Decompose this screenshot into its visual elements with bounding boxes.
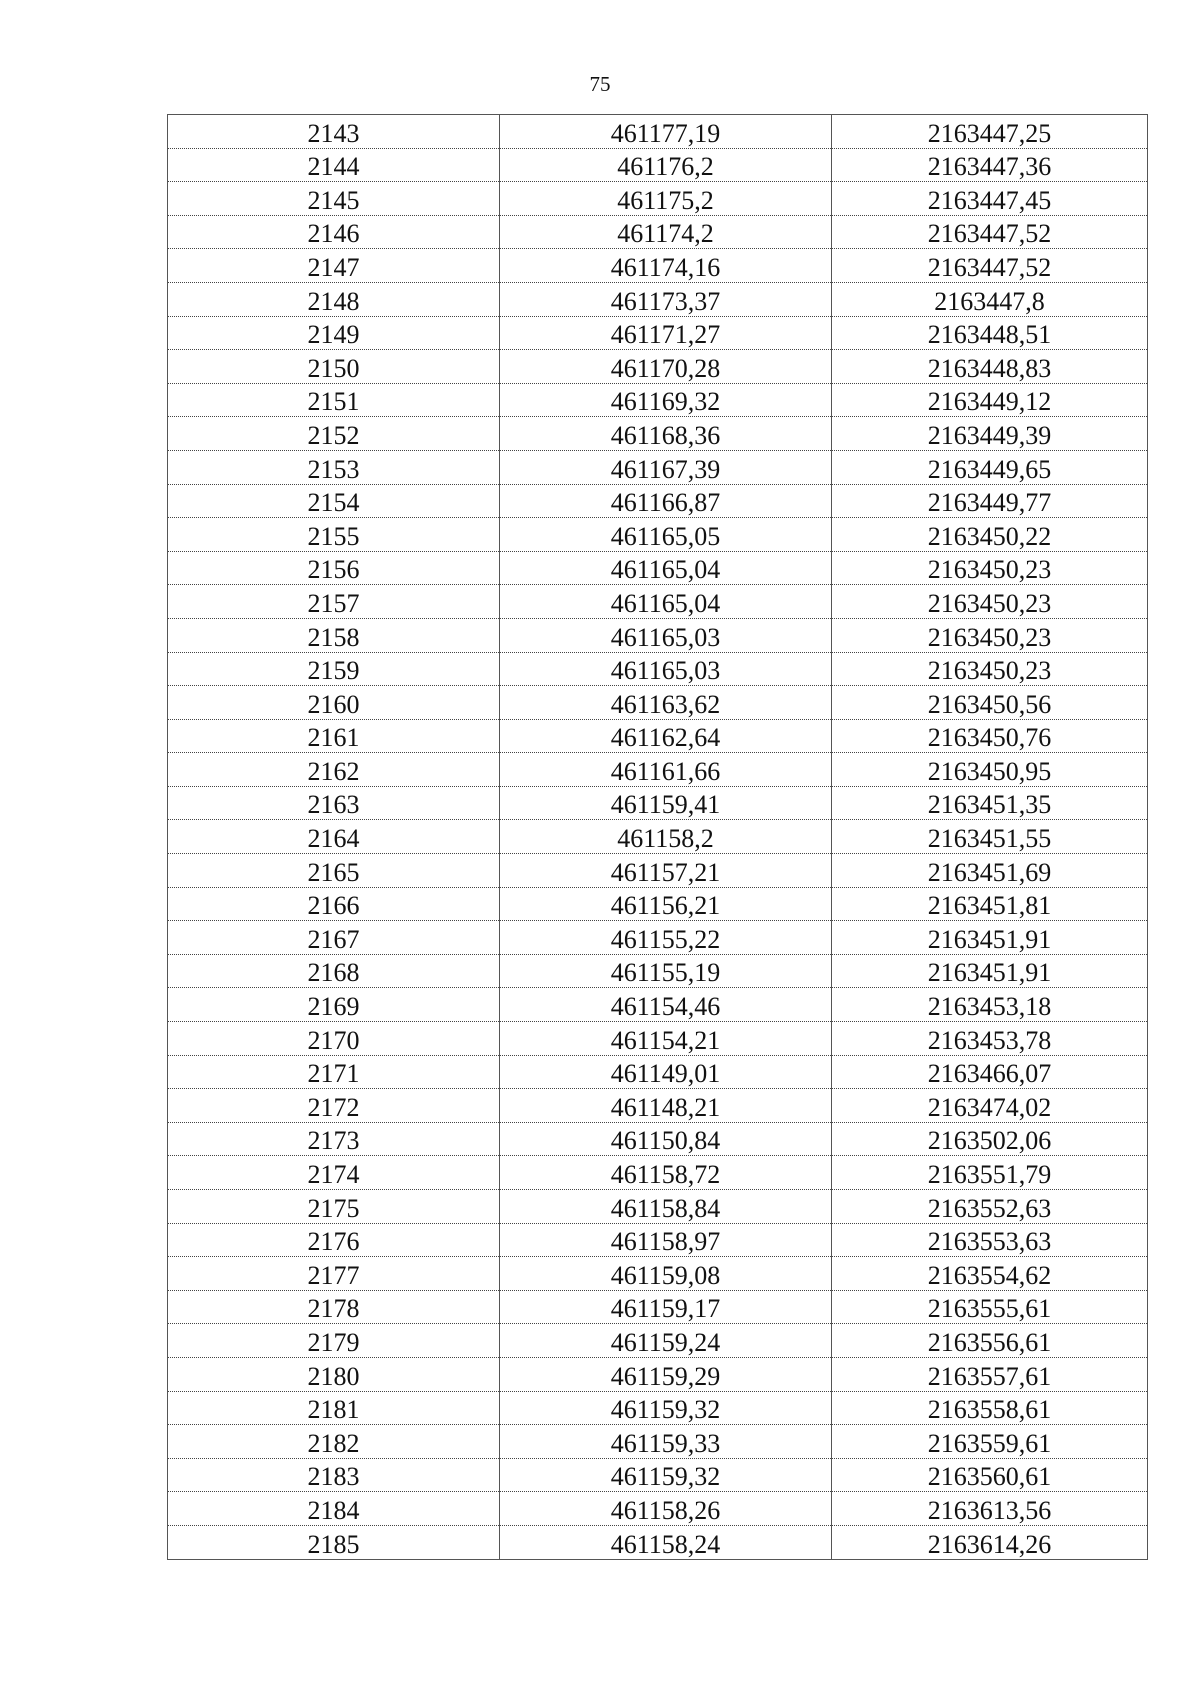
table-row [168, 1458, 1148, 1492]
point-number-cell: 2156 [168, 551, 500, 585]
table-row [168, 820, 1148, 854]
table-row [168, 484, 1148, 518]
table-row [168, 618, 1148, 652]
point-number-cell: 2161 [168, 719, 500, 753]
x-coordinate-cell: 461171,27 [500, 316, 832, 350]
table-row [168, 1156, 1148, 1190]
y-coordinate-cell: 2163449,39 [832, 417, 1148, 451]
y-coordinate-cell: 2163447,52 [832, 215, 1148, 249]
y-coordinate-cell: 2163450,76 [832, 719, 1148, 753]
x-coordinate-cell: 461159,32 [500, 1391, 832, 1425]
x-coordinate-cell: 461173,37 [500, 282, 832, 316]
coordinates-table [167, 114, 1148, 1560]
point-number-cell: 2181 [168, 1391, 500, 1425]
point-number-cell: 2151 [168, 383, 500, 417]
x-coordinate-cell: 461158,24 [500, 1525, 832, 1559]
x-coordinate-cell: 461154,46 [500, 988, 832, 1022]
point-number-cell: 2182 [168, 1425, 500, 1459]
x-coordinate-cell: 461169,32 [500, 383, 832, 417]
point-number-cell: 2162 [168, 753, 500, 787]
point-number-cell: 2146 [168, 215, 500, 249]
y-coordinate-cell: 2163450,23 [832, 652, 1148, 686]
point-number-cell: 2160 [168, 686, 500, 720]
point-number-cell: 2150 [168, 350, 500, 384]
x-coordinate-cell: 461158,84 [500, 1190, 832, 1224]
x-coordinate-cell: 461165,03 [500, 652, 832, 686]
point-number-cell: 2185 [168, 1525, 500, 1559]
y-coordinate-cell: 2163450,22 [832, 518, 1148, 552]
x-coordinate-cell: 461156,21 [500, 887, 832, 921]
table-row [168, 585, 1148, 619]
table-row [168, 1089, 1148, 1123]
table-row [168, 450, 1148, 484]
point-number-cell: 2174 [168, 1156, 500, 1190]
table-row [168, 215, 1148, 249]
x-coordinate-cell: 461174,16 [500, 249, 832, 283]
y-coordinate-cell: 2163555,61 [832, 1290, 1148, 1324]
table-row [168, 1190, 1148, 1224]
x-coordinate-cell: 461159,24 [500, 1324, 832, 1358]
table-row [168, 316, 1148, 350]
x-coordinate-cell: 461161,66 [500, 753, 832, 787]
y-coordinate-cell: 2163448,83 [832, 350, 1148, 384]
y-coordinate-cell: 2163448,51 [832, 316, 1148, 350]
point-number-cell: 2163 [168, 786, 500, 820]
table-row [168, 686, 1148, 720]
point-number-cell: 2149 [168, 316, 500, 350]
point-number-cell: 2166 [168, 887, 500, 921]
y-coordinate-cell: 2163450,23 [832, 618, 1148, 652]
point-number-cell: 2154 [168, 484, 500, 518]
coordinates-table-body [168, 115, 1148, 1560]
x-coordinate-cell: 461148,21 [500, 1089, 832, 1123]
point-number-cell: 2183 [168, 1458, 500, 1492]
point-number-cell: 2145 [168, 182, 500, 216]
point-number-cell: 2143 [168, 115, 500, 149]
y-coordinate-cell: 2163450,95 [832, 753, 1148, 787]
y-coordinate-cell: 2163614,26 [832, 1525, 1148, 1559]
y-coordinate-cell: 2163451,55 [832, 820, 1148, 854]
table-row [168, 1357, 1148, 1391]
y-coordinate-cell: 2163453,18 [832, 988, 1148, 1022]
y-coordinate-cell: 2163557,61 [832, 1357, 1148, 1391]
table-row [168, 1257, 1148, 1291]
x-coordinate-cell: 461157,21 [500, 854, 832, 888]
point-number-cell: 2171 [168, 1055, 500, 1089]
y-coordinate-cell: 2163447,52 [832, 249, 1148, 283]
table-row [168, 887, 1148, 921]
x-coordinate-cell: 461154,21 [500, 1022, 832, 1056]
point-number-cell: 2168 [168, 954, 500, 988]
y-coordinate-cell: 2163451,69 [832, 854, 1148, 888]
y-coordinate-cell: 2163449,12 [832, 383, 1148, 417]
table-row [168, 753, 1148, 787]
point-number-cell: 2175 [168, 1190, 500, 1224]
y-coordinate-cell: 2163502,06 [832, 1122, 1148, 1156]
y-coordinate-cell: 2163450,23 [832, 551, 1148, 585]
y-coordinate-cell: 2163451,35 [832, 786, 1148, 820]
y-coordinate-cell: 2163447,36 [832, 148, 1148, 182]
table-row [168, 282, 1148, 316]
point-number-cell: 2176 [168, 1223, 500, 1257]
point-number-cell: 2148 [168, 282, 500, 316]
table-row [168, 1223, 1148, 1257]
x-coordinate-cell: 461166,87 [500, 484, 832, 518]
point-number-cell: 2144 [168, 148, 500, 182]
point-number-cell: 2152 [168, 417, 500, 451]
table-row [168, 954, 1148, 988]
x-coordinate-cell: 461165,04 [500, 585, 832, 619]
x-coordinate-cell: 461155,22 [500, 921, 832, 955]
x-coordinate-cell: 461155,19 [500, 954, 832, 988]
x-coordinate-cell: 461162,64 [500, 719, 832, 753]
point-number-cell: 2177 [168, 1257, 500, 1291]
table-row [168, 1055, 1148, 1089]
y-coordinate-cell: 2163559,61 [832, 1425, 1148, 1459]
y-coordinate-cell: 2163451,91 [832, 954, 1148, 988]
point-number-cell: 2172 [168, 1089, 500, 1123]
x-coordinate-cell: 461175,2 [500, 182, 832, 216]
x-coordinate-cell: 461176,2 [500, 148, 832, 182]
x-coordinate-cell: 461177,19 [500, 115, 832, 149]
x-coordinate-cell: 461158,2 [500, 820, 832, 854]
y-coordinate-cell: 2163447,45 [832, 182, 1148, 216]
x-coordinate-cell: 461167,39 [500, 450, 832, 484]
x-coordinate-cell: 461159,32 [500, 1458, 832, 1492]
y-coordinate-cell: 2163466,07 [832, 1055, 1148, 1089]
x-coordinate-cell: 461163,62 [500, 686, 832, 720]
table-row [168, 921, 1148, 955]
y-coordinate-cell: 2163554,62 [832, 1257, 1148, 1291]
y-coordinate-cell: 2163451,81 [832, 887, 1148, 921]
table-row [168, 854, 1148, 888]
y-coordinate-cell: 2163453,78 [832, 1022, 1148, 1056]
x-coordinate-cell: 461170,28 [500, 350, 832, 384]
table-row [168, 719, 1148, 753]
x-coordinate-cell: 461165,03 [500, 618, 832, 652]
y-coordinate-cell: 2163558,61 [832, 1391, 1148, 1425]
table-row [168, 518, 1148, 552]
x-coordinate-cell: 461159,33 [500, 1425, 832, 1459]
table-row [168, 1122, 1148, 1156]
x-coordinate-cell: 461150,84 [500, 1122, 832, 1156]
y-coordinate-cell: 2163450,56 [832, 686, 1148, 720]
x-coordinate-cell: 461159,41 [500, 786, 832, 820]
table-row [168, 1022, 1148, 1056]
y-coordinate-cell: 2163449,77 [832, 484, 1148, 518]
y-coordinate-cell: 2163447,8 [832, 282, 1148, 316]
x-coordinate-cell: 461174,2 [500, 215, 832, 249]
point-number-cell: 2155 [168, 518, 500, 552]
x-coordinate-cell: 461159,08 [500, 1257, 832, 1291]
y-coordinate-cell: 2163560,61 [832, 1458, 1148, 1492]
table-row [168, 1525, 1148, 1559]
x-coordinate-cell: 461158,72 [500, 1156, 832, 1190]
table-row [168, 1324, 1148, 1358]
x-coordinate-cell: 461149,01 [500, 1055, 832, 1089]
x-coordinate-cell: 461159,29 [500, 1357, 832, 1391]
table-row [168, 1391, 1148, 1425]
table-row [168, 417, 1148, 451]
point-number-cell: 2147 [168, 249, 500, 283]
table-row [168, 988, 1148, 1022]
y-coordinate-cell: 2163474,02 [832, 1089, 1148, 1123]
y-coordinate-cell: 2163613,56 [832, 1492, 1148, 1526]
point-number-cell: 2164 [168, 820, 500, 854]
x-coordinate-cell: 461165,04 [500, 551, 832, 585]
point-number-cell: 2167 [168, 921, 500, 955]
point-number-cell: 2165 [168, 854, 500, 888]
point-number-cell: 2180 [168, 1357, 500, 1391]
table-row [168, 350, 1148, 384]
x-coordinate-cell: 461158,26 [500, 1492, 832, 1526]
y-coordinate-cell: 2163556,61 [832, 1324, 1148, 1358]
y-coordinate-cell: 2163552,63 [832, 1190, 1148, 1224]
point-number-cell: 2157 [168, 585, 500, 619]
x-coordinate-cell: 461158,97 [500, 1223, 832, 1257]
x-coordinate-cell: 461159,17 [500, 1290, 832, 1324]
table-row [168, 383, 1148, 417]
table-row [168, 1492, 1148, 1526]
table-row [168, 249, 1148, 283]
y-coordinate-cell: 2163551,79 [832, 1156, 1148, 1190]
point-number-cell: 2184 [168, 1492, 500, 1526]
point-number-cell: 2169 [168, 988, 500, 1022]
table-row [168, 182, 1148, 216]
y-coordinate-cell: 2163447,25 [832, 115, 1148, 149]
y-coordinate-cell: 2163553,63 [832, 1223, 1148, 1257]
point-number-cell: 2170 [168, 1022, 500, 1056]
point-number-cell: 2179 [168, 1324, 500, 1358]
point-number-cell: 2158 [168, 618, 500, 652]
table-row [168, 551, 1148, 585]
table-row [168, 148, 1148, 182]
point-number-cell: 2159 [168, 652, 500, 686]
x-coordinate-cell: 461168,36 [500, 417, 832, 451]
table-row [168, 1290, 1148, 1324]
table-row [168, 786, 1148, 820]
table-row [168, 652, 1148, 686]
y-coordinate-cell: 2163450,23 [832, 585, 1148, 619]
table-row [168, 115, 1148, 149]
table-row [168, 1425, 1148, 1459]
y-coordinate-cell: 2163449,65 [832, 450, 1148, 484]
page-number: 75 [589, 72, 611, 96]
point-number-cell: 2178 [168, 1290, 500, 1324]
y-coordinate-cell: 2163451,91 [832, 921, 1148, 955]
point-number-cell: 2173 [168, 1122, 500, 1156]
point-number-cell: 2153 [168, 450, 500, 484]
x-coordinate-cell: 461165,05 [500, 518, 832, 552]
